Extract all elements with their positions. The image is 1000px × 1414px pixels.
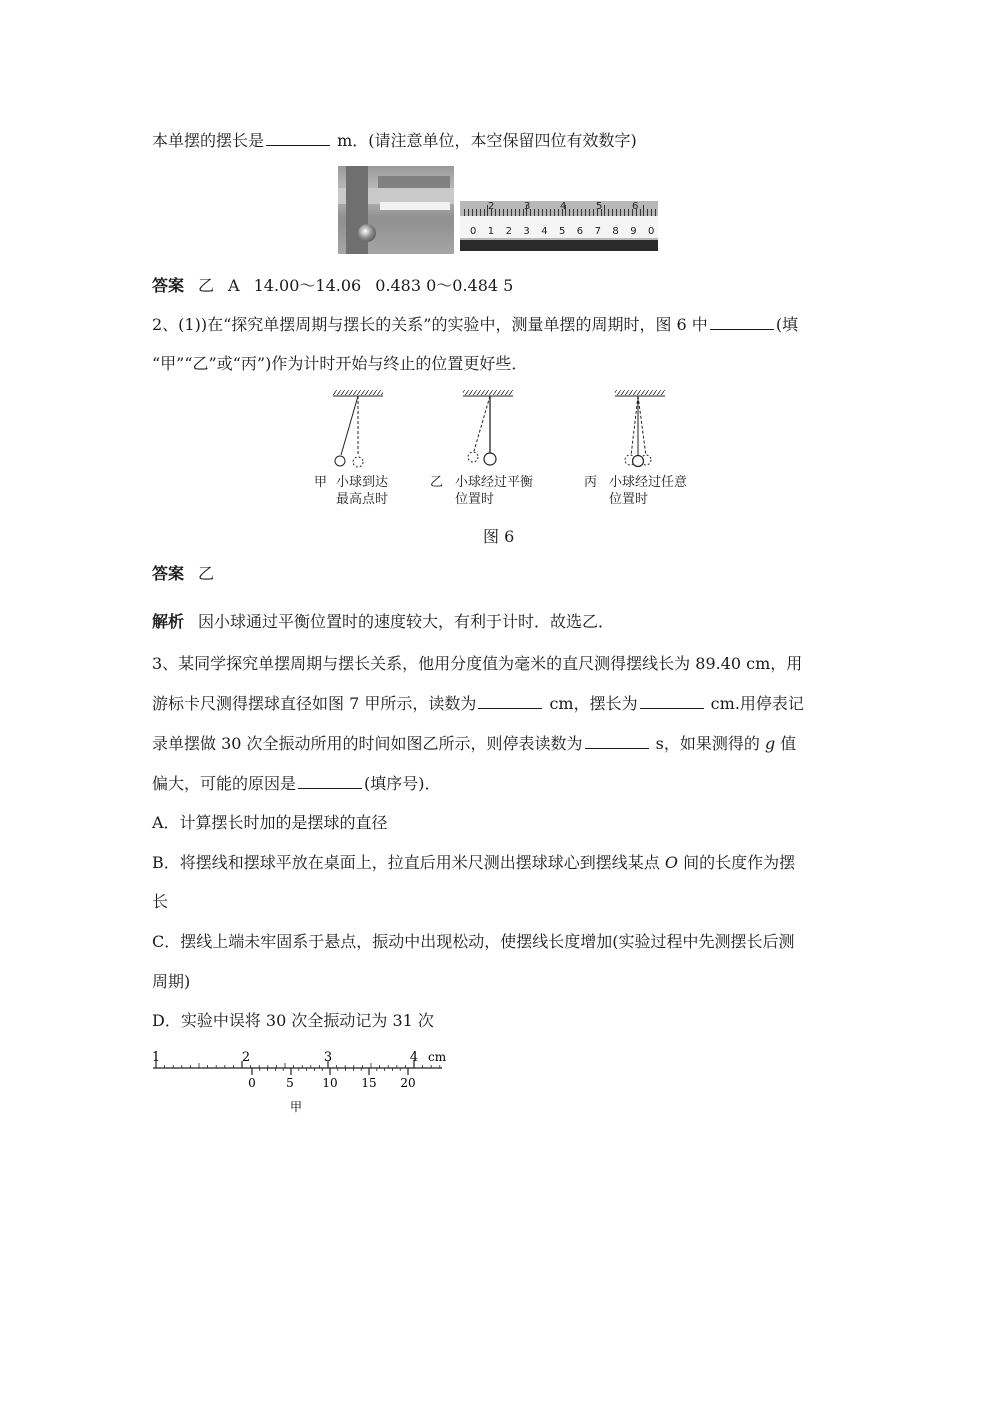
vernier-number: 0 xyxy=(648,226,655,237)
main-scale-number: 5 xyxy=(596,201,603,212)
fig-desc-line: 小球到达 xyxy=(336,475,389,490)
main-tick xyxy=(538,209,539,216)
unit-label: cm xyxy=(428,1050,447,1064)
main-tick xyxy=(554,209,555,216)
q3-line2 xyxy=(152,694,804,714)
vernier-label-20: 20 xyxy=(400,1076,416,1090)
main-tick xyxy=(585,209,586,216)
string-dashed-right xyxy=(638,396,646,456)
vernier-number: 0 xyxy=(470,226,477,237)
main-scale-number: 3 xyxy=(524,201,531,212)
analysis-label: 解析 xyxy=(152,612,185,631)
main-tick xyxy=(651,209,652,216)
answer-label: 答案 xyxy=(152,276,185,295)
q3-option-b-cont xyxy=(152,892,168,912)
q2-blank[interactable] xyxy=(710,315,774,330)
q3-option-b xyxy=(152,853,795,873)
q1-answer-line xyxy=(152,276,513,296)
q3-text: 3、某同学探究单摆周期与摆长关系，他用分度值为毫米的直尺测得摆线长为 89.40 cm，用 xyxy=(152,654,803,673)
fig-desc-line: 位置时 xyxy=(455,492,495,507)
main-tick xyxy=(620,209,621,216)
q3-text: 值 xyxy=(775,734,797,753)
main-tick xyxy=(593,209,594,216)
vernier-number: 7 xyxy=(594,226,601,237)
main-tick xyxy=(484,209,485,216)
main-tick xyxy=(507,209,508,216)
fig-tag: 甲 xyxy=(314,475,328,490)
ceiling-hatch xyxy=(463,390,513,395)
q3-text: 游标卡尺测得摆球直径如图 7 甲所示，读数为 xyxy=(152,694,477,713)
main-tick xyxy=(608,209,609,216)
main-tick xyxy=(546,209,547,216)
main-tick xyxy=(643,205,644,216)
q1-text-before: 本单摆的摆长是 xyxy=(152,131,265,150)
main-tick xyxy=(558,209,559,216)
ball-dashed xyxy=(468,452,478,462)
fig-desc-bing xyxy=(609,474,687,508)
main-tick xyxy=(503,209,504,216)
q3-text: (填序号)． xyxy=(364,774,441,793)
option-text: A．计算摆长时加的是摆球的直径 xyxy=(152,813,388,832)
option-text: 间的长度作为摆 xyxy=(677,853,796,872)
pendulum-figure xyxy=(300,385,700,475)
fig-desc-yi xyxy=(455,474,533,508)
q2-text-2: (填 xyxy=(775,315,799,334)
q3-text: s，如果测得的 xyxy=(650,734,765,753)
q3-option-a xyxy=(152,813,388,833)
main-scale-number: 2 xyxy=(488,201,495,212)
answer-value-4: 0.483 0～0.484 5 xyxy=(375,276,514,295)
vernier-label-5: 5 xyxy=(286,1076,294,1090)
main-label-2: 2 xyxy=(241,1050,251,1065)
q3-blank-reason[interactable] xyxy=(298,774,362,789)
answer-value-2: A xyxy=(228,276,240,295)
main-scale-number: 6 xyxy=(632,201,639,212)
ball-solid xyxy=(484,453,496,465)
answer-value-3: 14.00～14.06 xyxy=(253,276,362,295)
pendulum-ball-image xyxy=(358,224,376,242)
main-tick xyxy=(573,209,574,216)
main-tick xyxy=(542,209,543,216)
vernier-number: 4 xyxy=(541,226,548,237)
pendulum-yi xyxy=(463,390,513,465)
vernier-number: 8 xyxy=(612,226,619,237)
main-tick xyxy=(530,209,531,216)
string-dashed-left xyxy=(631,396,638,456)
point-o-symbol: O xyxy=(664,853,678,872)
q3-line3 xyxy=(152,734,796,754)
vernier-label-15: 15 xyxy=(361,1076,377,1090)
main-scale-ticks xyxy=(156,1061,440,1068)
q3-g-symbol: g xyxy=(764,734,776,753)
option-text: 长 xyxy=(152,892,169,911)
q3-blank-length[interactable] xyxy=(640,694,704,709)
vernier-number: 2 xyxy=(505,226,512,237)
main-label-4: 4 xyxy=(409,1050,419,1065)
q3-option-c xyxy=(152,932,795,952)
option-text: 周期) xyxy=(152,972,191,991)
main-tick xyxy=(604,205,605,216)
q1-length-line xyxy=(152,131,637,151)
q3-line4 xyxy=(152,774,441,794)
string-solid xyxy=(341,396,358,455)
q3-text: cm.用停表记 xyxy=(705,694,804,713)
vernier-number: 1 xyxy=(487,226,495,237)
main-tick xyxy=(480,209,481,216)
q2-answer-line xyxy=(152,564,214,584)
caliper-vernier xyxy=(380,202,450,210)
fig-tag: 丙 xyxy=(584,475,598,490)
vernier-number: 5 xyxy=(559,226,566,237)
main-tick xyxy=(495,209,496,216)
vernier-number: 6 xyxy=(576,226,584,237)
main-label-1: 1 xyxy=(151,1050,161,1065)
main-label-3: 3 xyxy=(323,1050,333,1065)
main-tick xyxy=(476,209,477,216)
main-tick xyxy=(511,209,512,216)
option-text: C．摆线上端未牢固系于悬点，振动中出现松动，使摆线长度增加(实验过程中先测摆长后测 xyxy=(152,932,795,951)
ball-dashed xyxy=(353,457,363,467)
main-tick xyxy=(550,209,551,216)
q3-option-d xyxy=(152,1011,434,1031)
fig-item-jia xyxy=(314,474,327,491)
string-dashed xyxy=(474,396,490,451)
q3-blank-diameter[interactable] xyxy=(478,694,542,709)
fig-tag: 乙 xyxy=(430,475,444,490)
analysis-text: 因小球通过平衡位置时的速度较大，有利于计时．故选乙． xyxy=(198,612,615,631)
main-tick xyxy=(581,209,582,216)
vernier-number: 3 xyxy=(523,226,530,237)
main-tick xyxy=(515,209,516,216)
vernier-caption: 甲 xyxy=(289,1100,303,1114)
main-tick xyxy=(616,209,617,216)
pendulum-jia xyxy=(333,390,383,467)
main-tick xyxy=(577,209,578,216)
q2-analysis-line xyxy=(152,612,614,632)
vernier-label-10: 10 xyxy=(322,1076,338,1090)
answer-value-1: 乙 xyxy=(198,276,215,295)
vernier-scale-ticks xyxy=(252,1068,408,1075)
caliper-bottom-edge xyxy=(460,240,658,251)
q2-text-1: 2、(1))在“探究单摆周期与摆长的关系”的实验中，测量单摆的周期时，图 6 中 xyxy=(152,315,708,334)
main-tick xyxy=(640,209,641,216)
q2-line2 xyxy=(152,354,527,374)
main-tick xyxy=(472,209,473,216)
q3-blank-time[interactable] xyxy=(585,734,649,749)
fig-desc-line: 位置时 xyxy=(609,492,649,507)
main-tick xyxy=(647,209,648,216)
main-tick xyxy=(499,209,500,216)
caliper-scale-closeup xyxy=(460,201,658,251)
q1-blank[interactable] xyxy=(266,131,330,146)
q3-line1 xyxy=(152,654,802,674)
main-tick xyxy=(569,209,570,216)
q3-text: 录单摆做 30 次全振动所用的时间如图乙所示，则停表读数为 xyxy=(152,734,583,753)
fig-desc-line: 小球经过任意 xyxy=(609,475,688,490)
main-tick xyxy=(612,209,613,216)
fig-desc-line: 最高点时 xyxy=(336,492,389,507)
main-tick xyxy=(519,209,520,216)
option-text: D．实验中误将 30 次全振动记为 31 次 xyxy=(152,1011,434,1030)
fig-desc-line: 小球经过平衡 xyxy=(455,475,534,490)
fig-item-yi xyxy=(430,474,443,491)
ceiling-hatch xyxy=(333,390,383,395)
main-scale-number: 4 xyxy=(560,201,567,212)
ceiling-hatch xyxy=(615,390,665,395)
fig-desc-jia xyxy=(336,474,388,508)
ball-solid xyxy=(633,456,644,467)
answer-value: 乙 xyxy=(198,564,215,583)
vernier-number: 9 xyxy=(630,226,637,237)
q3-text: cm，摆长为 xyxy=(544,694,638,713)
pendulum-bing xyxy=(615,390,665,467)
main-tick xyxy=(464,209,465,216)
figure-caption: 图 6 xyxy=(483,527,515,546)
main-tick xyxy=(655,209,656,216)
option-text: B．将摆线和摆球平放在桌面上，拉直后用米尺测出摆球球心到摆线某点 xyxy=(152,853,665,872)
vernier-label-0: 0 xyxy=(248,1076,256,1090)
q2-text-3: “甲”“乙”或“丙”)作为计时开始与终止的位置更好些． xyxy=(152,354,528,373)
q2-line1 xyxy=(152,315,798,335)
ball-solid xyxy=(335,456,345,466)
main-tick xyxy=(624,209,625,216)
caliper-photo xyxy=(338,166,454,254)
q3-option-c-cont xyxy=(152,972,190,992)
answer-label: 答案 xyxy=(152,564,185,583)
vernier-scale-figure xyxy=(150,1045,450,1120)
main-tick xyxy=(628,209,629,216)
caliper-slide xyxy=(378,176,450,188)
q1-text-after: m．(请注意单位，本空保留四位有效数字) xyxy=(332,131,637,150)
main-tick xyxy=(468,209,469,216)
fig-item-bing xyxy=(584,474,597,491)
main-tick xyxy=(534,209,535,216)
q3-text: 偏大，可能的原因是 xyxy=(152,774,297,793)
main-tick xyxy=(589,209,590,216)
